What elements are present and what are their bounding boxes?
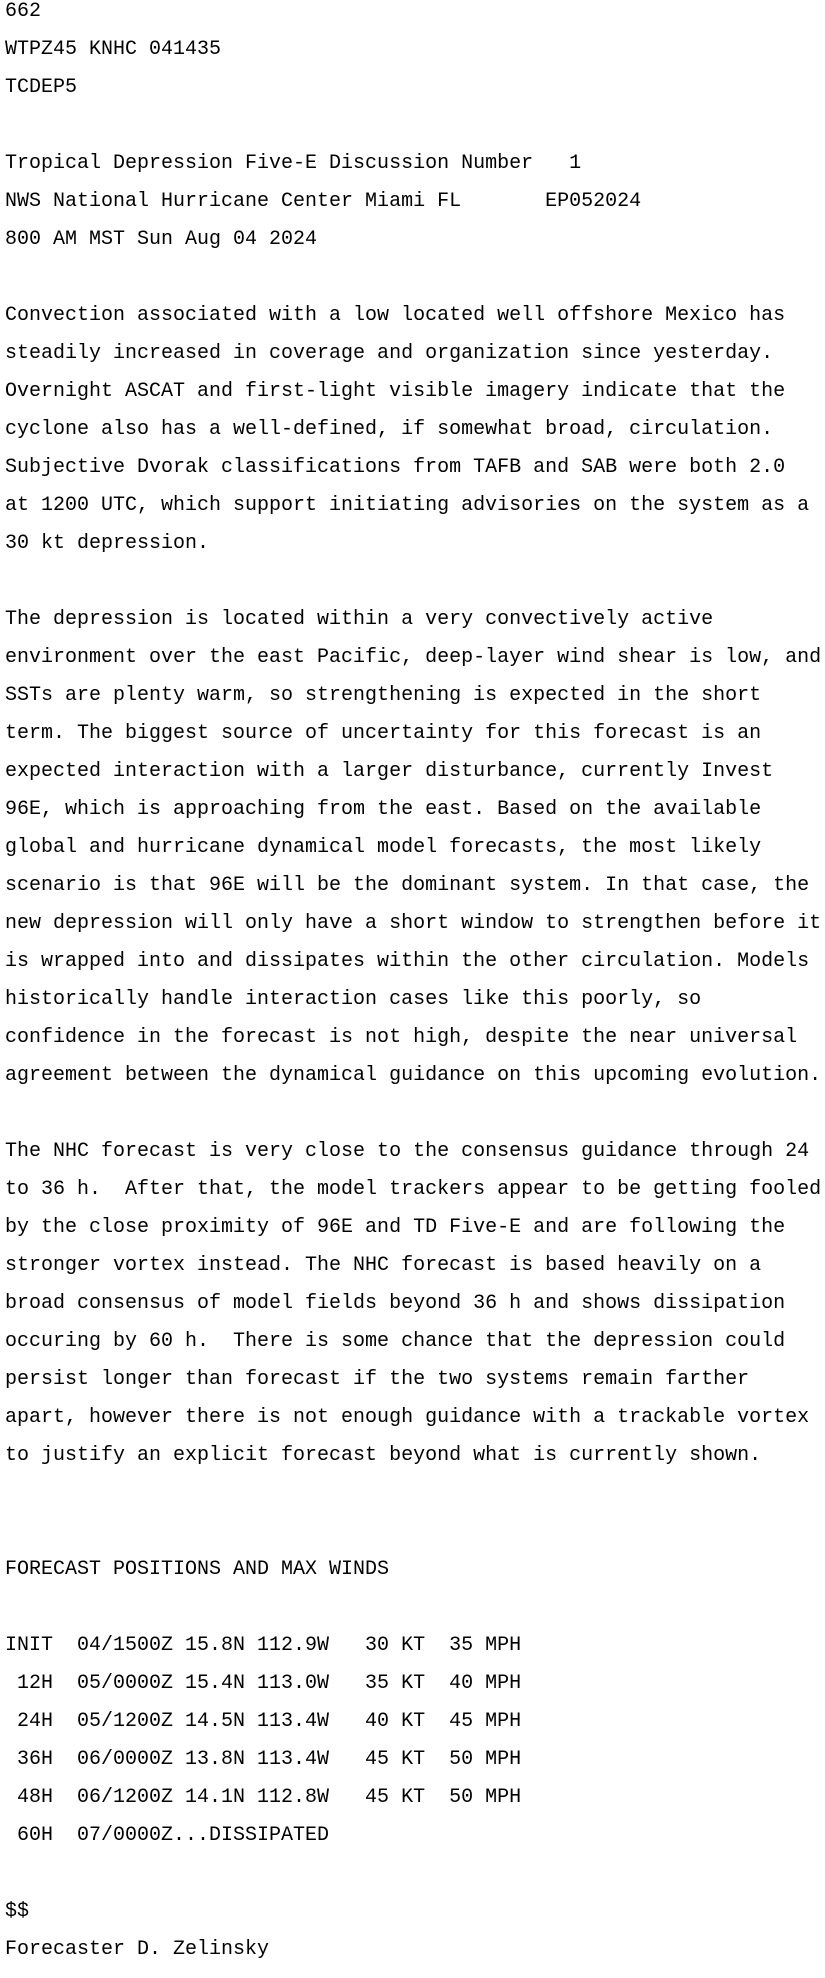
paragraph-3-line: broad consensus of model fields beyond 36 h and shows dissipation [5,1292,786,1315]
blank-line [5,1104,821,1123]
paragraph-2-line: new depression will only have a short window to strengthen before it [5,912,822,935]
blank-line [5,116,821,135]
forecast-table-title: FORECAST POSITIONS AND MAX WINDS [5,1558,390,1581]
paragraph-3-line: to justify an explicit forecast beyond what is currently shown. [5,1444,762,1467]
blank-line [5,1484,821,1503]
paragraph-2-line: historically handle interaction cases like this poorly, so [5,988,702,1011]
paragraph-3-line: The NHC forecast is very close to the consensus guidance through 24 [5,1140,810,1163]
wmo-header-line: WTPZ45 KNHC 041435 [5,38,222,61]
blank-line [5,572,821,591]
paragraph-2-line: environment over the east Pacific, deep-layer wind shear is low, and [5,646,822,669]
forecast-discussion-text [5,2,821,1978]
forecast-row-48h: 48H 06/1200Z 14.1N 112.8W 45 KT 50 MPH [5,1786,522,1809]
paragraph-3-line: stronger vortex instead. The NHC forecast is based heavily on a [5,1254,762,1277]
blank-line [5,268,821,287]
paragraph-2-line: term. The biggest source of uncertainty for this forecast is an [5,722,762,745]
paragraph-2-line: scenario is that 96E will be the dominant system. In that case, the [5,874,810,897]
forecast-row-init: INIT 04/1500Z 15.8N 112.9W 30 KT 35 MPH [5,1634,522,1657]
paragraph-2-line: confidence in the forecast is not high, despite the near universal [5,1026,798,1049]
paragraph-2-line: global and hurricane dynamical model forecasts, the most likely [5,836,762,859]
paragraph-2-line: agreement between the dynamical guidance on this upcoming evolution. [5,1064,822,1087]
paragraph-1-line: at 1200 UTC, which support initiating advisories on the system as a [5,494,810,517]
paragraph-1-line: Convection associated with a low located well offshore Mexico has [5,304,786,327]
issuing-office-line: NWS National Hurricane Center Miami FL EP052024 [5,190,642,213]
forecast-row-24h: 24H 05/1200Z 14.5N 113.4W 40 KT 45 MPH [5,1710,522,1733]
paragraph-2-line: The depression is located within a very convectively active [5,608,714,631]
paragraph-1-line: Overnight ASCAT and first-light visible imagery indicate that the [5,380,786,403]
forecast-row-12h: 12H 05/0000Z 15.4N 113.0W 35 KT 40 MPH [5,1672,522,1695]
paragraph-2-line: SSTs are plenty warm, so strengthening is expected in the short [5,684,762,707]
blank-line [5,1864,821,1883]
paragraph-2-line: 96E, which is approaching from the east. Based on the available [5,798,762,821]
product-id-line: 662 [5,0,42,23]
forecast-row-36h: 36H 06/0000Z 13.8N 113.4W 45 KT 50 MPH [5,1748,522,1771]
awips-id-line: TCDEP5 [5,76,78,99]
paragraph-3-line: apart, however there is not enough guidance with a trackable vortex [5,1406,810,1429]
paragraph-3-line: persist longer than forecast if the two systems remain farther [5,1368,750,1391]
end-marker: $$ [5,1900,30,1923]
paragraph-3-line: occuring by 60 h. There is some chance that the depression could [5,1330,786,1353]
blank-line [5,1598,821,1617]
discussion-title: Tropical Depression Five-E Discussion Number 1 [5,152,582,175]
paragraph-2-line: expected interaction with a larger disturbance, currently Invest [5,760,774,783]
paragraph-1-line: cyclone also has a well-defined, if somewhat broad, circulation. [5,418,774,441]
paragraph-2-line: is wrapped into and dissipates within the other circulation. Models [5,950,810,973]
paragraph-1-line: 30 kt depression. [5,532,210,555]
paragraph-1-line: steadily increased in coverage and organization since yesterday. [5,342,774,365]
forecast-row-60h: 60H 07/0000Z...DISSIPATED [5,1824,330,1847]
paragraph-3-line: to 36 h. After that, the model trackers appear to be getting fooled [5,1178,822,1201]
issue-time-line: 800 AM MST Sun Aug 04 2024 [5,228,318,251]
paragraph-3-line: by the close proximity of 96E and TD Five-E and are following the [5,1216,786,1239]
paragraph-1-line: Subjective Dvorak classifications from TAFB and SAB were both 2.0 [5,456,786,479]
forecaster-signature: Forecaster D. Zelinsky [5,1938,270,1961]
blank-line [5,1522,821,1541]
